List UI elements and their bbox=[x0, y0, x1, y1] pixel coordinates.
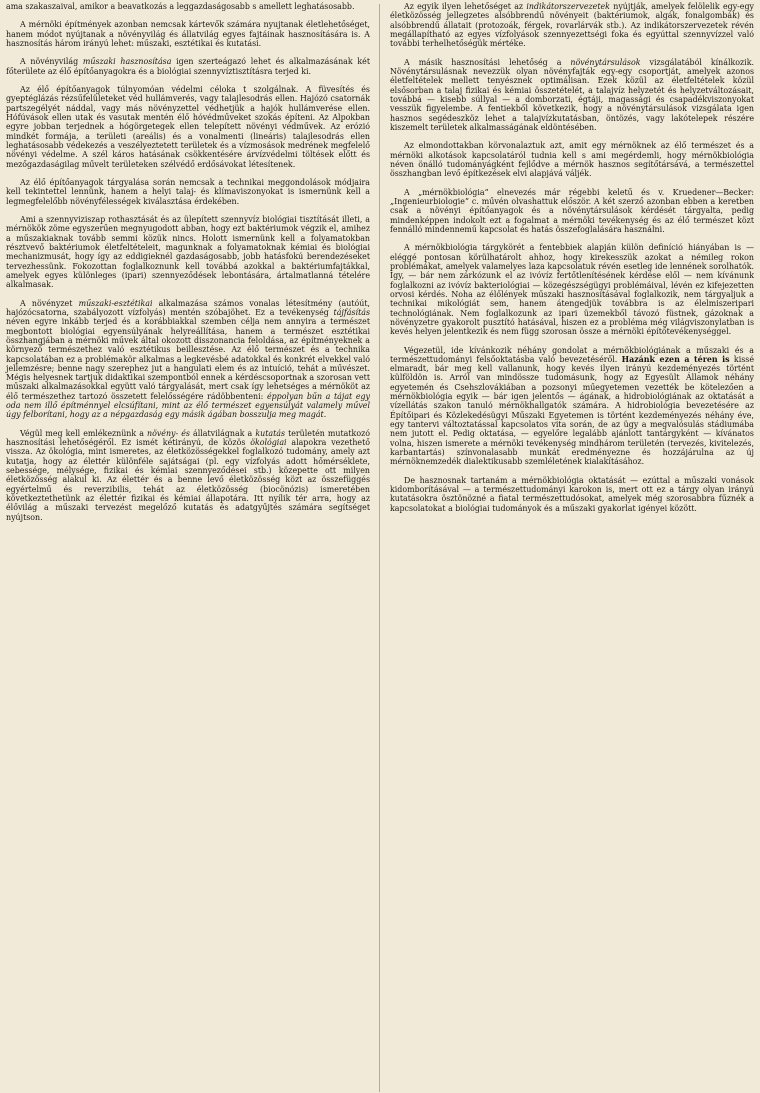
paragraph bbox=[6, 57, 370, 76]
paragraph bbox=[6, 2, 370, 11]
text-run: A „mérnökbiológia” elnevezés már régebbi keletű és v. Kruedener—Becker: „Ingenieurbiologie” c. művén olvashattuk először. A két szerző azonban ebben a keretben csak a növényi építőanyagok és a növénytársulások kérdését tárgyalta, pedig mindenképpen indokolt ezt a fogalmat a mérnöki tevékenység és az élő természet közt fennálló mindennemű kapcsolat és hatás összefoglalására használni. bbox=[390, 187, 754, 234]
text-run: Végezetül, ide kívánkozik néhány gondolat a mérnökbiológiának a műszaki és a természettudományi felsőoktatásba való bevezetéséről. bbox=[390, 345, 754, 364]
text-run: vizsgálatából kínálkozik. Növénytársulásnak nevezzük olyan növényfajták egy-egy csoportját, amelyek azonos életfeltételek mellett tenyésznek optimálisan. Ezek közül az életfeltételek közül elsősorban a talaj fizikai és kémiai összetételét, a talajvíz helyzetét és helyzetváltozásait, továbbá — kisebb súllyal — a domborzati, égtáji, magassági és csapadékviszonyokat vesszük figyelembe. A fentiekből következik, hogy a növénytársulások vizsgálata igen hasznos segédeszköz lehet a talajvízkutatásban, öntözés, vagy lakótelepek részére kiszemelt területek alkalmasságának eldöntésében. bbox=[390, 57, 754, 132]
italic-text: ökológiai bbox=[250, 438, 287, 448]
right-column bbox=[390, 2, 754, 1093]
paragraph bbox=[390, 141, 754, 178]
text-run: néven egyre inkább terjed és a korábbiakkal szemben célja nem annyira a természet megbontott biológiai egyensúlyának helyreállítása, hanem a természet esztétikai összhangjában a mérnöki művek által okozott disszonancia feloldása, az építményeknek a környező természethez való esztétikus beilleszt​ése. Az élő természet és a technika kapcsolatában ez a problémakör alkalmas a legkevésbé adatokkal és konkrét elvekkel való jellemzésre; benne nagy szerephez jut a hangulati elem és az intuíció, tehát a művészet. Mégis helyesnek tartjuk didaktikai szempontból ennek a kérdéscsoportnak a szorosan vett műszaki alkalmazásokkal együtt való tárgyalását, mert csak így lehetséges a mérnököt az élő természethez tartozó összetett felelősségére rádöbbenteni: bbox=[6, 317, 370, 401]
italic-text: kutatás bbox=[255, 428, 285, 438]
paragraph bbox=[390, 58, 754, 133]
left-column bbox=[6, 2, 370, 1093]
text-run: A növényvilág bbox=[20, 57, 83, 67]
text-run: A mérnökbiológia tárgykörét a fentebbiek alapján külön definíció hiányában is — eléggé pontosan körülhatárolt ahhoz, hogy kirekesszük azokat a némileg rokon problémákat, amelyek valamelyes laza kapcsolatuk révén esetleg ide lennének sorolhatók. Így, — bár nem zárkózunk el az ivóvíz fertőtlenítésének kérdése elől — nem kívánunk foglalkozni az ivóvíz bakteriológiai — közegészségügyi problémáival, lévén ez kifejezetten orvosi kérdés. Noha az élőlények műszaki hasznosításával foglalkozik, nem tárgyaljuk a technikai mikológiát sem, hanem átengedjük továbbra is az élelmiszeripari technológiának. Nem foglalkozunk az ipari üzemekből távozó füstnek, gázoknak a növényzetre gyakorolt pusztító hatásával, hiszen ez a probléma még világviszonylatban is kevés helyen jelentkezik és nem függ szorosan össze a mérnöki építőtevékenységgel. bbox=[390, 243, 754, 337]
text-run: Az élő építőanyagok tárgyalása során nemcsak a technikai meggondolások módjaira kell tekintettel lennünk, hanem a helyi talaj- és klímaviszonyokat is ismernünk kell a legmegfelelőbb növényfélességek kiválasztása érdekében. bbox=[6, 177, 370, 206]
text-run: Az élő építőanyagok túlnyomóan védelmi céloka t szolgálnak. A füvesítés és gyeptéglázás rézsűfelületeket véd hullámverés, vagy talajlesodrás ellen. Hajózó csatornák partszegélyét náddal, vagy más növényzettel védhetjük a hajók hullámverése ellen. Hófúvások ellen utak és vasutak mentén élő hóvédműveket szokás építeni. Az Alpokban egyre jobban terjednek a hógörgetegek ellen telepített növényi védművek. Az erózió mindkét formája, a területi (areális) és a vonalmenti (lineáris) talajlesodrás ellen leghatásosabb védekezés a veszélyeztetett területek és a vízmosások medrének megfelelő növényi védelme. A szél káros hatásának csökkentésére árvízvédelmi töltések előtt és mezőgazdaságilag művelt területeken szélvédő erdősávokat létesítenek. bbox=[6, 84, 370, 169]
paragraph bbox=[390, 243, 754, 336]
text-run: A mérnöki építmények azonban nemcsak kártevők számára nyujtanak életlehetőséget, hanem módot nyújtanak a növényvilág és állatvilág egyes fajtáinak hasznosítására is. A hasznosítás három irányú lehet: műszaki, esztétikai és kutatási. bbox=[6, 20, 370, 48]
italic-text: indikátorszervezetek bbox=[526, 2, 610, 11]
text-run: alapokra vezethető vissza. Az ökológia, mint ismeretes, az életközösségekkel foglalkozó tudomány, amely azt kutatja, hogy az élettér különféle sajátságai (pl. egy vízfolyás adott hőmérséklete, sebessége, mélysége, fizikai és kémiai szennyeződései stb.) közepette ott milyen életközösség alakul ki. Az élettér és a benne levő életközösség közt az összefüggés egyértelmű és reverzibilis, tehát az életközösség (biocönózis) ismeretében következtethetünk az élettér fizikai és kémiai állapotára. Itt nyílik tér arra, hogy az élővilág a műszaki tervezést megelőző kutatás és adatgyűjtés számára segítséget nyújtson. bbox=[6, 438, 370, 522]
italic-text: növénytársulások bbox=[570, 57, 641, 67]
text-run: De hasznosnak tartanám a mérnökbiológia oktatását — ezúttal a műszaki vonások kidomborításával — a természettudományi karokon is, mert ott ez a tárgy olyan irányú kutatásokra ösztönözné a fiatal természettudósokat, amelyek még szorosabbra fűznék a kapcsolatokat a biológiai tudományok és a műszaki gyakorlat igényei között. bbox=[390, 475, 754, 513]
text-run: A növényzet bbox=[20, 298, 79, 308]
text-run: kissé elmaradt, bár meg kell vallanunk, hogy kevés ilyen irányú kezdeményezés történt külföldön is. Arról van mindössze tudomásunk, hogy az Egyesült Államok néhány egyetemén és Csehszlovákiában a pozsonyi műegyetemen vezették be kötelezően a mérnökbiológia egyik — bár igen jelentős — ágának, a hidrobiológiának az oktatását a vízellátás szakon tanuló mérnökhallgatók számára. A hidrobiológia bevezetésére az Építőipari és Közlekedésügyi Műszaki Egyetemen is történt kezdeményezés néhány éve, egy tantervi változtatással kapcsolatos vita során, de az ügy a megvalósulás stádiumába nem jutott el. Pedig oktatása, — egyelőre legalább ajánlott tantárgyként — kívánatos volna, hiszen ismerete a mérnöki tevékenység mindhárom területén (tervezés, kivitelezés, karbantartás) színvonalasabb munkát eredményezne és hozzájárulna az új mérnöknemzedék dialektikusabb szemléletének kialakításához. bbox=[390, 354, 755, 467]
paragraph bbox=[390, 346, 754, 467]
paragraph bbox=[390, 2, 754, 49]
italic-text: műszaki hasznosítása bbox=[82, 57, 172, 67]
text-run: állatvilágnak a bbox=[189, 428, 256, 438]
italic-text: növény- és bbox=[147, 428, 190, 438]
text-run: nyújtják, amelyek felölelik egy-egy életközösség jellegzetes alsóbbrendű növényeit (baktériumok, algák, fonalgombák) és alsóbbrendű állatait (protozoák, férgek, rovarlárvák stb.). Az indikátorszervezetek révén megállapítható az egyes vízfolyások szennyezettségi foka és egyúttal szennyvízzel való további terhelhetőségük mértéke. bbox=[390, 2, 754, 49]
italic-text: éppolyan bűn a tájat egy oda nem illő építménnyel elcsúfítani, mint az élő természet egyensúlyát valamely művel úgy felborítani, hogy az a népgazdaság egy másik ágában bosszulja meg magát. bbox=[6, 391, 370, 420]
paragraph bbox=[390, 476, 754, 513]
paragraph bbox=[6, 215, 370, 290]
italic-text: műszaki-esztétikai bbox=[78, 298, 153, 308]
text-run: területén mutatkozó hasznosítási lehetőségéről. Ez ismét kétirányú, de közös bbox=[6, 428, 370, 448]
text-run: igen szerteágazó lehet és alkalmazásának két főterülete az élő építőanyagokra és a biológiai szennyvíztisztításra terjed ki. bbox=[6, 57, 370, 76]
text-run: A másik hasznosítási lehetőség a bbox=[404, 57, 571, 67]
paragraph bbox=[390, 188, 754, 235]
text-run: Ami a szennyviziszap rothasztását és az ülepített szennyvíz biológiai tisztítását illeti, a mérnökök zöme egyszerűen megnyugodott abban, hogy ezt baktériumok végzik el, amihez a műszakiaknak tovább semmi közük nincs. Holott ismernünk kell a folyamatokban résztvevő baktériumok életfeltételeit, magunknak a folyamatoknak kémiai és biológiai mechanizmusát, hogy így az eddigieknél gazdaságosabb, jobb hatásfokú berendezéseket tervezhessünk. Fokozottan foglalkoznunk kell továbbá azokkal a baktériumfajtákkal, amelyek egyes különleges (ipari) szennyeződések lebontására, ártalmatlanná tételére alkalmasak. bbox=[6, 214, 370, 290]
text-run: Az egyik ilyen lehetőséget az bbox=[404, 2, 527, 11]
text-run: alkalmazása számos vonalas létesítmény (autóút, hajózócsatorna, szabályozott vízfolyás) mentén szóbajöhet. Ez a tevékenység bbox=[6, 298, 371, 317]
paragraph bbox=[6, 429, 370, 522]
paragraph bbox=[6, 20, 370, 48]
bold-text: Hazánk ezen a téren is bbox=[621, 354, 730, 364]
paragraph bbox=[6, 299, 370, 420]
paragraph bbox=[6, 85, 370, 169]
paragraph bbox=[6, 178, 370, 206]
text-run: ama szakaszaival, amikor a beavatkozás a leggazdaságosabb s amellett leghatásosabb. bbox=[6, 2, 355, 11]
column-divider bbox=[379, 4, 380, 1092]
text-run: Az elmondottakban körvonalaztuk azt, amit egy mérnöknek az élő természet és a mérnöki alkotások kapcsolatáról tudnia kell s ami megérdemli, hogy mérnökbiológia néven önálló tudományágként fejlődve a mérnök hasznos segítőtársává, a természettel összhangban levő építkezések elvi alapjává váljék. bbox=[390, 141, 754, 179]
text-run: Végül meg kell emlékeznünk a bbox=[20, 428, 148, 438]
italic-text: tájfásítás bbox=[333, 307, 370, 317]
